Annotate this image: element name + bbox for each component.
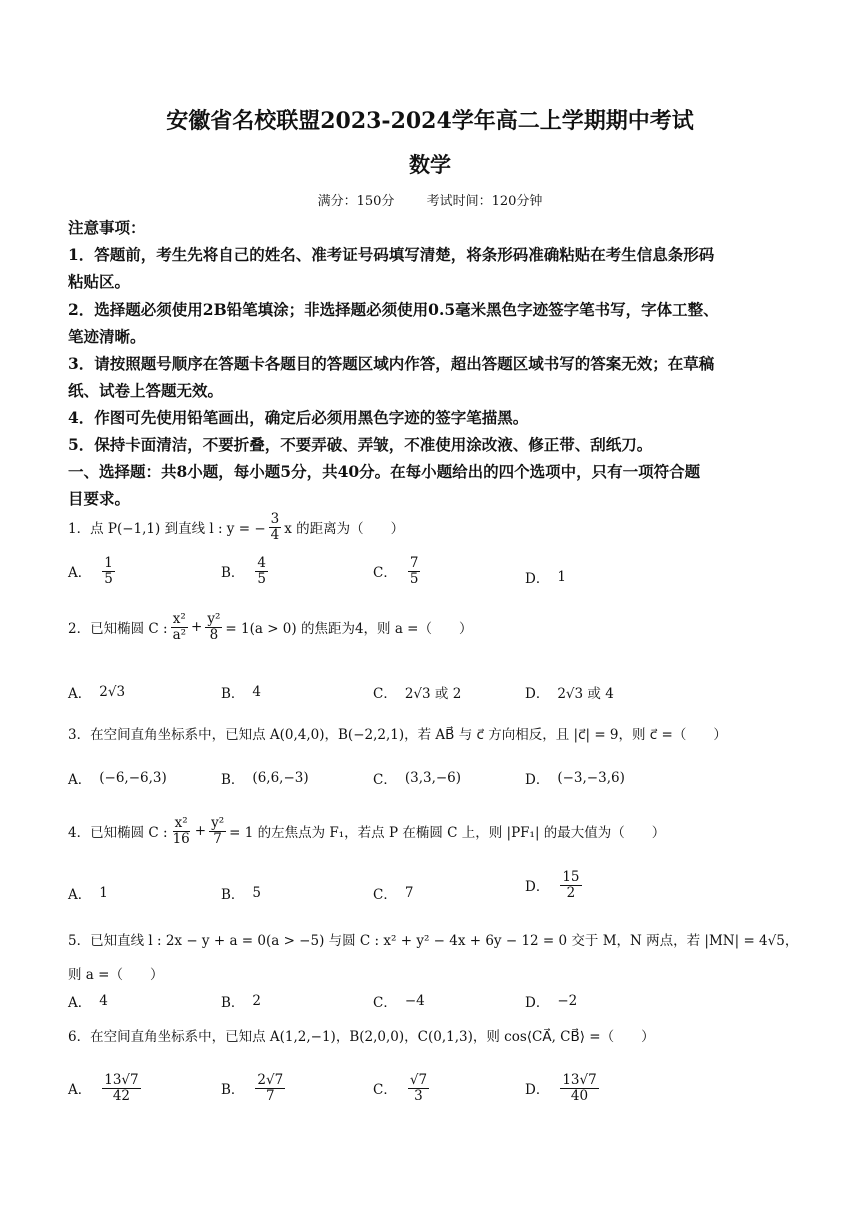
- fraction-denominator: a²: [172, 626, 187, 643]
- plus-sign: +: [194, 823, 207, 840]
- question-1: [68, 512, 404, 543]
- option-label: D．: [525, 995, 550, 1011]
- note-line: 4．作图可先使用铅笔画出，确定后必须用黑色字迹的签字笔描黑。: [68, 408, 529, 427]
- fraction-denominator: 5: [104, 570, 113, 587]
- option-label: A．: [68, 887, 92, 903]
- exam-title: 安徽省名校联盟2023-2024学年高二上学期期中考试: [166, 108, 694, 134]
- question-3: 3．在空间直角坐标系中，已知点 A(0,4,0)，B(−2,2,1)，若 AB⃗ 与 c⃗ 方向相反，且 |c⃗| = 9，则 c⃗ =（ ）: [68, 727, 727, 743]
- q4-fraction-1: [171, 816, 192, 847]
- question-4: [68, 816, 665, 847]
- plus-sign: +: [191, 619, 203, 636]
- option-label: D．: [525, 772, 550, 788]
- q5-option-c: [373, 991, 425, 1011]
- option-fraction: [102, 1073, 140, 1104]
- fraction-denominator: 5: [409, 570, 419, 587]
- option-text: (6,6,−3): [252, 770, 309, 786]
- option-label: B．: [221, 1082, 245, 1099]
- option-label: C．: [373, 686, 397, 702]
- option-text: 4: [99, 993, 108, 1009]
- q1-stem-pre: 1．点 P(−1,1) 到直线 l : y = −: [68, 521, 266, 538]
- note-line: 1．答题前，考生先将自己的姓名、准考证号码填写清楚，将条形码准确粘贴在考生信息条形码: [68, 245, 715, 264]
- q5-option-b: [221, 991, 261, 1011]
- option-text: 2√3 或 2: [404, 686, 462, 702]
- option-label: A．: [68, 772, 92, 788]
- fraction-numerator: 3: [270, 511, 280, 527]
- option-label: C．: [373, 887, 397, 903]
- option-label: A．: [68, 995, 92, 1011]
- fraction-denominator: 5: [257, 570, 267, 587]
- option-text: 5: [252, 885, 262, 901]
- q4-option-d: [525, 870, 585, 901]
- option-text: 1: [99, 885, 108, 901]
- q1-stem-post: x 的距离为（ ）: [284, 521, 405, 538]
- option-text: −2: [557, 993, 578, 1009]
- fraction-numerator: 13√7: [562, 1072, 597, 1088]
- option-fraction: [102, 556, 115, 587]
- q2-option-d: [525, 682, 614, 702]
- fraction-numerator: 2√7: [257, 1072, 284, 1088]
- notes-heading: 注意事项：: [68, 218, 146, 237]
- option-text: 7: [404, 885, 414, 901]
- option-fraction: [560, 1073, 598, 1104]
- note-line: 粘贴区。: [68, 272, 131, 291]
- subject-title: 数学: [409, 152, 451, 177]
- q1-option-c: [373, 556, 423, 587]
- q3-option-c: [373, 768, 461, 788]
- q5-option-a: [68, 991, 108, 1011]
- q3-option-a: [68, 768, 167, 788]
- q1-option-a: [68, 556, 118, 587]
- note-line: 2．选择题必须使用2B铅笔填涂；非选择题必须使用0.5毫米黑色字迹签字笔书写，字体工整、: [68, 300, 719, 319]
- note-line: 笔迹清晰。: [68, 327, 146, 346]
- fraction-numerator: x²: [174, 815, 188, 831]
- exam-meta: [0, 190, 860, 209]
- option-fraction: [560, 870, 581, 901]
- q2-stem-pre: 2．已知椭圆 C :: [68, 621, 168, 638]
- option-label: D．: [525, 1082, 550, 1099]
- q4-option-c: [373, 883, 413, 903]
- q6-option-a: [68, 1073, 144, 1104]
- option-label: B．: [221, 772, 245, 788]
- fraction-numerator: √7: [409, 1072, 428, 1088]
- option-label: C．: [373, 772, 397, 788]
- section-heading-cont: 目要求。: [68, 489, 131, 508]
- option-label: C．: [373, 565, 397, 582]
- option-text: (−6,−6,3): [99, 770, 167, 786]
- full-score: 满分：150分: [317, 194, 395, 209]
- question-6: 6．在空间直角坐标系中，已知点 A(1,2,−1)，B(2,0,0)，C(0,1,3)，则 cos⟨CA⃗, CB⃗⟩ =（ ）: [68, 1029, 655, 1045]
- option-fraction: [255, 1073, 285, 1104]
- q2-stem-post: = 1(a > 0) 的焦距为4，则 a =（ ）: [225, 621, 473, 638]
- option-text: 2√3: [99, 684, 126, 700]
- fraction-denominator: 16: [172, 830, 190, 847]
- fraction-denominator: 3: [414, 1087, 423, 1104]
- section-heading: 一、选择题：共8小题，每小题5分，共40分。在每小题给出的四个选项中，只有一项符合题: [68, 462, 701, 481]
- option-label: B．: [221, 686, 245, 702]
- fraction-denominator: 2: [566, 884, 576, 901]
- fraction-denominator: 7: [213, 830, 222, 847]
- q3-option-b: [221, 768, 309, 788]
- q2-option-c: [373, 682, 461, 702]
- option-fraction: [255, 556, 268, 587]
- option-text: 1: [557, 569, 566, 585]
- option-label: D．: [525, 571, 550, 587]
- q2-option-a: [68, 682, 125, 702]
- q4-option-b: [221, 883, 261, 903]
- fraction-denominator: 4: [270, 526, 280, 543]
- fraction-denominator: 8: [209, 626, 219, 643]
- fraction-numerator: y²: [207, 611, 221, 627]
- option-fraction: [408, 556, 421, 587]
- fraction-numerator: y²: [211, 815, 225, 831]
- q4-stem-post: = 1 的左焦点为 F₁，若点 P 在椭圆 C 上，则 |PF₁| 的最大值为（ ）: [229, 825, 666, 842]
- exam-time: 考试时间：120分钟: [426, 194, 543, 209]
- option-label: A．: [68, 686, 92, 702]
- fraction-numerator: 15: [562, 869, 580, 885]
- option-label: A．: [68, 565, 92, 582]
- q2-fraction-1: [171, 612, 188, 643]
- fraction-numerator: x²: [172, 611, 186, 627]
- q6-option-c: [373, 1073, 432, 1104]
- question-2: [68, 612, 472, 643]
- fraction-denominator: 42: [112, 1087, 131, 1104]
- option-label: A．: [68, 1082, 92, 1099]
- fraction-denominator: 7: [266, 1087, 275, 1104]
- fraction-denominator: 40: [570, 1087, 589, 1104]
- option-text: 2√3 或 4: [557, 686, 614, 702]
- option-text: (−3,−3,6): [557, 770, 625, 786]
- fraction-numerator: 7: [409, 555, 419, 571]
- q1-option-b: [221, 556, 271, 587]
- fraction-numerator: 4: [257, 555, 267, 571]
- option-label: B．: [221, 995, 245, 1011]
- option-fraction: [408, 1073, 429, 1104]
- q1-fraction: [269, 512, 282, 543]
- option-label: B．: [221, 565, 245, 582]
- q4-option-a: [68, 883, 108, 903]
- q6-option-b: [221, 1073, 288, 1104]
- option-label: D．: [525, 686, 550, 702]
- fraction-numerator: 13√7: [104, 1072, 139, 1088]
- fraction-numerator: 1: [104, 555, 113, 571]
- option-text: 4: [252, 684, 262, 700]
- q6-option-d: [525, 1073, 602, 1104]
- option-text: −4: [404, 993, 425, 1009]
- q5-option-d: [525, 991, 577, 1011]
- note-line: 纸、试卷上答题无效。: [68, 381, 224, 400]
- note-line: 3．请按照题号顺序在答题卡各题目的答题区域内作答，超出答题区域书写的答案无效；在草稿: [68, 354, 715, 373]
- option-text: (3,3,−6): [404, 770, 462, 786]
- q2-option-b: [221, 682, 261, 702]
- option-label: C．: [373, 995, 397, 1011]
- q1-option-d: [525, 567, 566, 587]
- question-5-cont: 则 a =（ ）: [68, 967, 164, 983]
- option-label: D．: [525, 879, 550, 896]
- option-label: B．: [221, 887, 245, 903]
- option-label: C．: [373, 1082, 397, 1099]
- question-5: 5．已知直线 l : 2x − y + a = 0(a > −5) 与圆 C : x² + y² − 4x + 6y − 12 = 0 交于 M，N 两点，若 |MN| = 4√5，: [68, 933, 799, 949]
- q3-option-d: [525, 768, 625, 788]
- q4-stem-pre: 4．已知椭圆 C :: [68, 825, 168, 842]
- note-line: 5．保持卡面清洁，不要折叠，不要弄破、弄皱，不准使用涂改液、修正带、刮纸刀。: [68, 435, 653, 454]
- option-text: 2: [252, 993, 262, 1009]
- q4-fraction-2: [209, 816, 226, 847]
- q2-fraction-2: [205, 612, 222, 643]
